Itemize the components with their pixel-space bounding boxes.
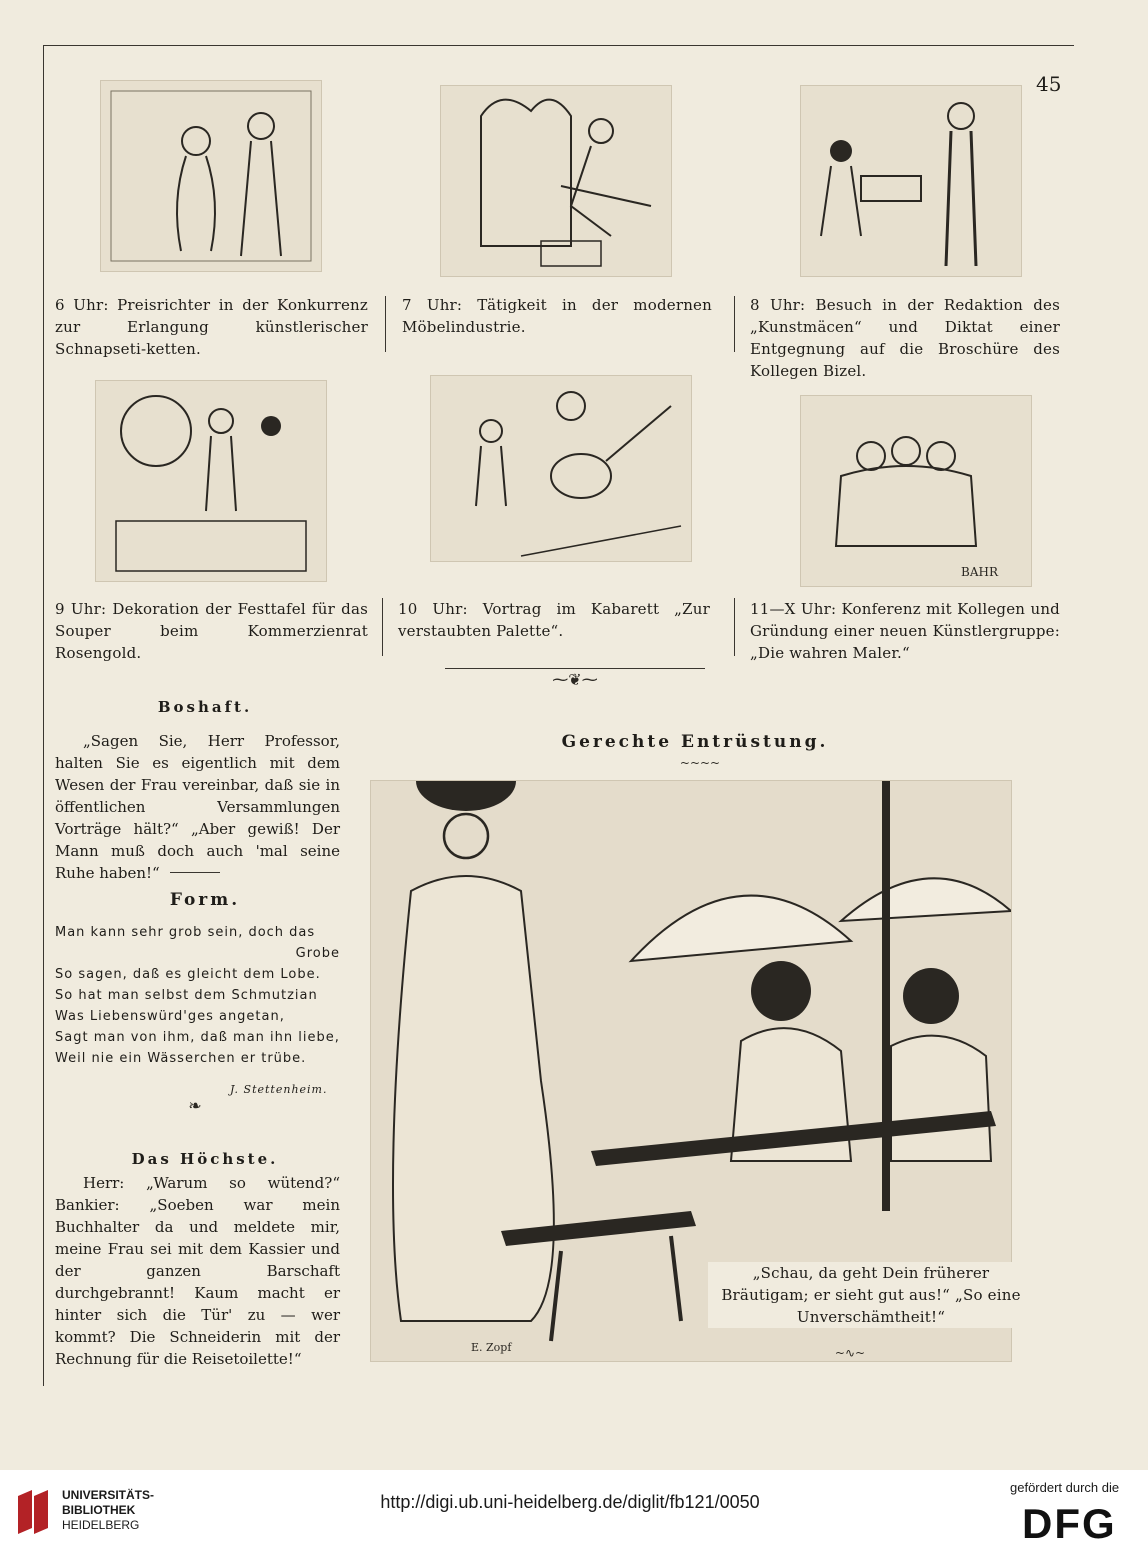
ornament-icon: ⁓❦⁓	[552, 670, 598, 689]
hoechste-text: Herr: „Warum so wütend?“ Bankier: „Soeben war mein Buchhalter da und meldete mir, meine Frau sei mit dem Kassier und der ganzen Barschaft durchgebrannt! Kaum macht er hinter sich die Tür' zu — wer kommt? Die Schneiderin mit der Rechnung für die Reisetoilette!“	[55, 1174, 340, 1368]
poem-line: Grobe	[295, 946, 340, 961]
caption-8-uhr: 8 Uhr: Besuch in der Redaktion des „Kunstmäcen“ und Diktat einer Entgegnung auf die Broschüre des Kollegen Bizel.	[750, 296, 1060, 380]
short-rule	[170, 872, 220, 873]
permalink-url[interactable]: http://digi.ub.uni-heidelberg.de/diglit/fb121/0050	[380, 1492, 760, 1512]
poem-line: Was Liebenswürd'ges angetan,	[55, 1009, 285, 1024]
column-divider	[382, 598, 383, 656]
artist-signature: BAHR	[961, 565, 998, 579]
column-divider	[385, 296, 386, 352]
illustration-6-uhr	[100, 80, 322, 272]
hoechste-title: Das Höchste.	[131, 1150, 279, 1168]
library-name-line: HEIDELBERG	[62, 1518, 140, 1532]
entruestung-title: Gerechte Entrüstung.	[561, 732, 829, 752]
ornament-icon: ❧	[188, 1096, 202, 1115]
illustration-8-uhr	[800, 85, 1022, 277]
library-name	[62, 1488, 154, 1533]
illustration-9-uhr	[95, 380, 327, 582]
column-divider	[734, 598, 735, 656]
boshaft-title: Boshaft.	[157, 698, 253, 716]
viewer-footer	[0, 1470, 1148, 1554]
poem-line: Sagt man von ihm, daß man ihn liebe,	[55, 1030, 340, 1045]
ornament-icon: ~~~~	[679, 756, 721, 770]
poem-line: So sagen, daß es gleicht dem Lobe.	[55, 967, 321, 982]
form-poem	[55, 922, 340, 1069]
caption-9-uhr: 9 Uhr: Dekoration der Festtafel für das Souper beim Kommerzienrat Rosengold.	[55, 600, 368, 662]
section-rule	[445, 668, 705, 669]
illustration-7-uhr	[440, 85, 672, 277]
caption-11-uhr: 11—X Uhr: Konferenz mit Kollegen und Gründung einer neuen Künstlergruppe: „Die wahren Maler.“	[750, 600, 1060, 662]
poem-line: Man kann sehr grob sein, doch das	[55, 925, 316, 940]
caption-10-uhr: 10 Uhr: Vortrag im Kabarett „Zur verstaubten Palette“.	[398, 600, 710, 640]
drawing-icon	[101, 81, 321, 271]
dfg-logo: DFG	[1022, 1500, 1117, 1547]
caption-7-uhr: 7 Uhr: Tätigkeit in der modernen Möbelindustrie.	[402, 296, 712, 336]
poem-author: J. Stettenheim.	[230, 1083, 328, 1096]
poem-line: So hat man selbst dem Schmutzian	[55, 988, 318, 1003]
library-name-line: BIBLIOTHEK	[62, 1503, 136, 1517]
artist-signature: E. Zopf	[471, 1341, 512, 1354]
poem-line: Weil nie ein Wässerchen er trübe.	[55, 1051, 307, 1066]
funder-label: gefördert durch die	[1010, 1480, 1120, 1495]
boshaft-text: „Sagen Sie, Herr Professor, halten Sie es eigentlich mit dem Wesen der Frau vereinbar, daß sie in öffentlichen Versammlungen Vorträge hält?“ „Aber gewiß! Der Mann muß doch auch 'mal seine Ruhe haben!“	[55, 732, 340, 882]
entruestung-caption: „Schau, da geht Dein früherer Bräutigam; er sieht gut aus!“ „So eine Unverschämtheit!“	[708, 1262, 1034, 1328]
caption-6-uhr: 6 Uhr: Preisrichter in der Konkurrenz zur Erlangung künstlerischer Schnapseti-ketten.	[55, 296, 368, 358]
column-divider	[734, 296, 735, 352]
illustration-11-uhr	[800, 395, 1032, 587]
page-number: 45	[1036, 72, 1062, 96]
ornament-icon: ~∿~	[834, 1346, 866, 1360]
library-name-line: UNIVERSITÄTS-	[62, 1488, 155, 1502]
form-title: Form.	[169, 890, 241, 910]
library-logo-icon	[14, 1488, 54, 1536]
illustration-10-uhr	[430, 375, 692, 562]
